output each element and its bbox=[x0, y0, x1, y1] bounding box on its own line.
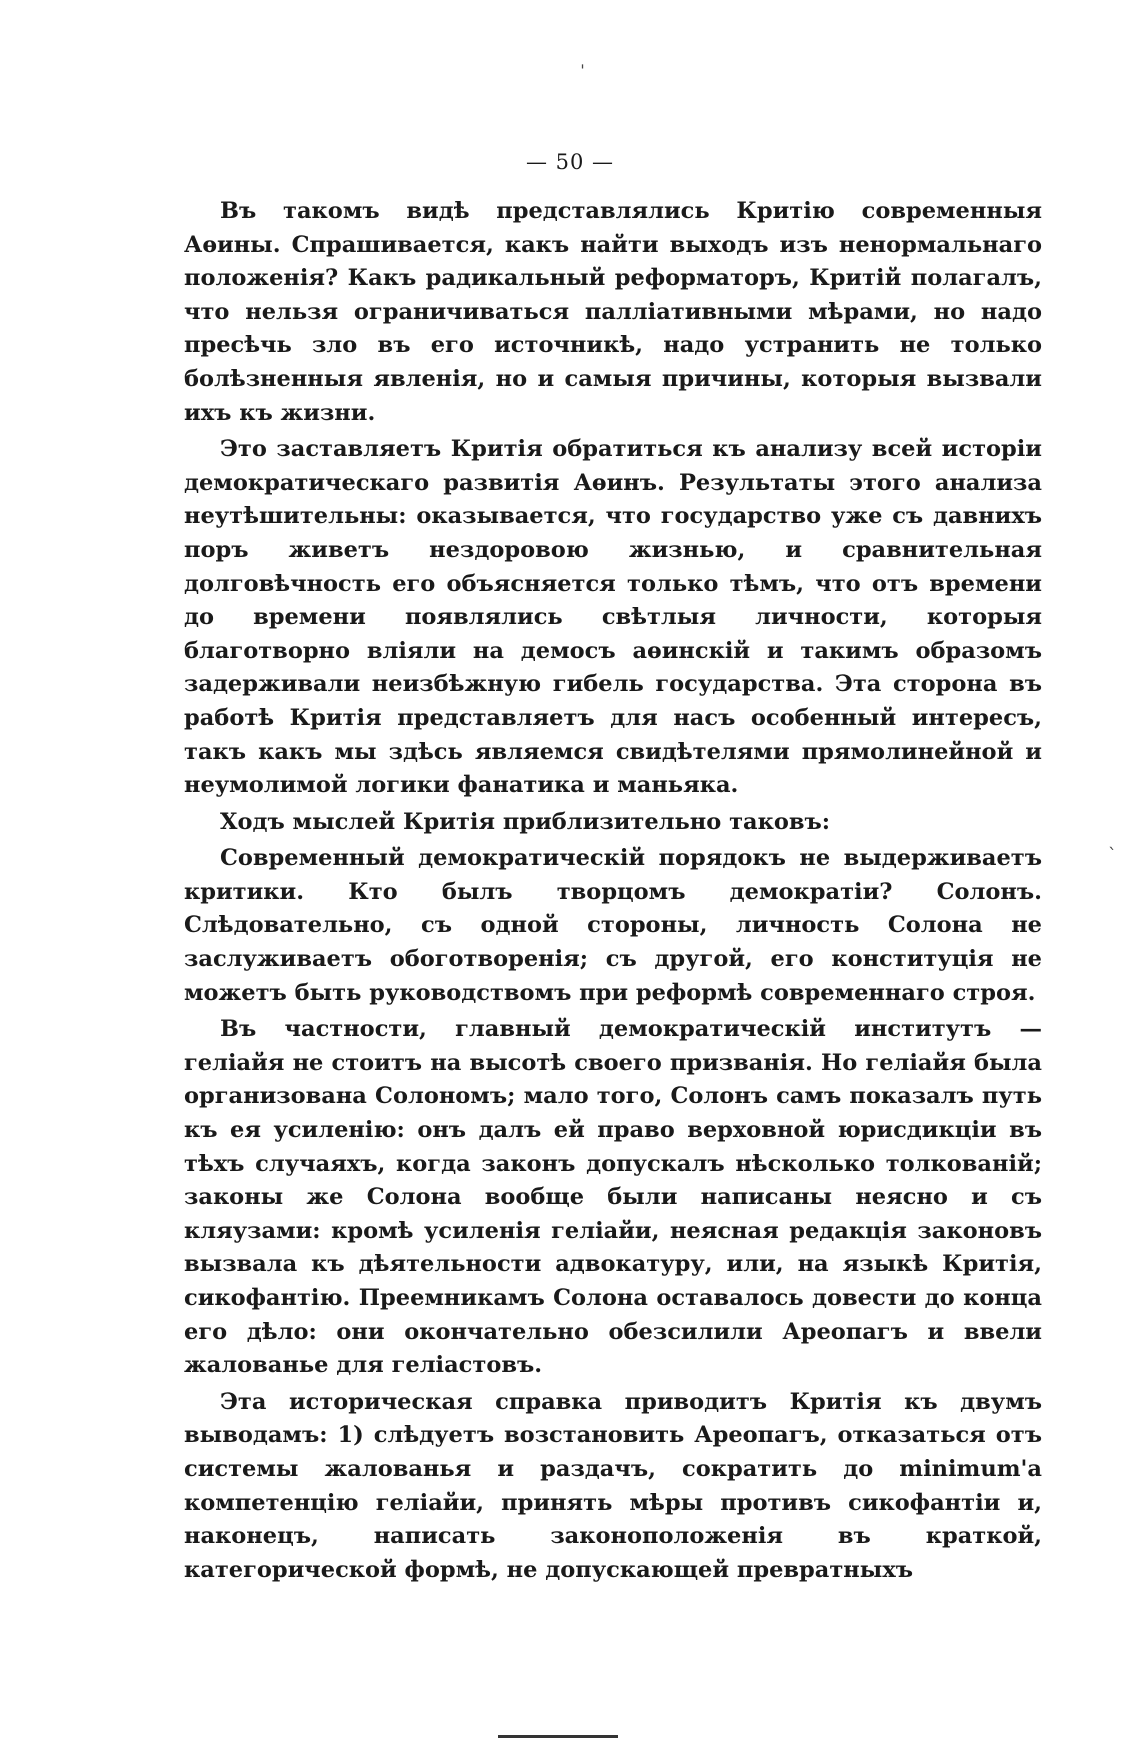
paragraph-3: Ходъ мыслей Критія приблизительно таковъ: bbox=[220, 808, 831, 835]
body-text bbox=[184, 195, 1042, 1587]
paragraph-2: Это заставляетъ Критія обратиться къ анализу всей исторіи демократическаго развитія Аѳинъ. Результаты этого анализа неутѣшительны: оказывается, что государство уже съ давнихъ поръ живетъ нездоровою жизнью, и сравнительная долговѣчность его объясняется только тѣмъ, что отъ времени до времени появлялись свѣтлыя личности, которыя благотворно вліяли на демосъ аѳинскій и такимъ образомъ задерживали неизбѣжную гибель государства. Эта сторона въ работѣ Критія представляетъ для насъ особенный интересъ, такъ какъ мы здѣсь являемся свидѣтелями прямолинейной и неумолимой логики фанатика и маньяка. bbox=[184, 436, 1042, 799]
paragraph-6: Эта историческая справка приводитъ Критія къ двумъ выводамъ: 1) слѣдуетъ возстановить Ареопагъ, отказаться отъ системы жалованья и раздачъ, сократить до minimum'а компетенцію геліайи, принять мѣры противъ сикофантіи и, наконецъ, написать законоположенія въ краткой, категорической формѣ, не допускающей превратныхъ bbox=[184, 1388, 1042, 1583]
margin-mark: ˋ bbox=[1108, 845, 1117, 866]
paragraph-4: Современный демократическій порядокъ не выдерживаетъ критики. Кто былъ творцомъ демократіи? Солонъ. Слѣдовательно, съ одной стороны, личность Солона не заслуживаетъ обоготворенія; съ другой, его конституція не можетъ быть руководствомъ при реформѣ современнаго строя. bbox=[184, 845, 1042, 1006]
scan-speck-mark: ˈ bbox=[580, 62, 585, 83]
page-number: — 50 — bbox=[525, 150, 615, 174]
paragraph-5: Въ частности, главный демократическій институтъ — геліайя не стоитъ на высотѣ своего призванія. Но геліайя была организована Солономъ; мало того, Солонъ самъ показалъ путь къ ея усиленію: онъ далъ ей право верховной юрисдикціи въ тѣхъ случаяхъ, когда законъ допускалъ нѣсколько толкованій; законы же Солона вообще были написаны неясно и съ кляузами: кромѣ усиленія геліайи, неясная редакція законовъ вызвала къ дѣятельности адвокатуру, или, на языкѣ Критія, сикофантію. Преемникамъ Солона оставалось довести до конца его дѣло: они окончательно обезсилили Ареопагъ и ввели жалованье для геліастовъ. bbox=[184, 1016, 1042, 1379]
footer-rule bbox=[498, 1735, 618, 1738]
paragraph-1: Въ такомъ видѣ представлялись Критію современныя Аѳины. Спрашивается, какъ найти выходъ изъ ненормальнаго положенія? Какъ радикальный реформаторъ, Критій полагалъ, что нельзя ограничиваться палліативными мѣрами, но надо пресѣчь зло въ его источникѣ, надо устранить не только болѣзненныя явленія, но и самыя причины, которыя вызвали ихъ къ жизни. bbox=[184, 198, 1042, 426]
